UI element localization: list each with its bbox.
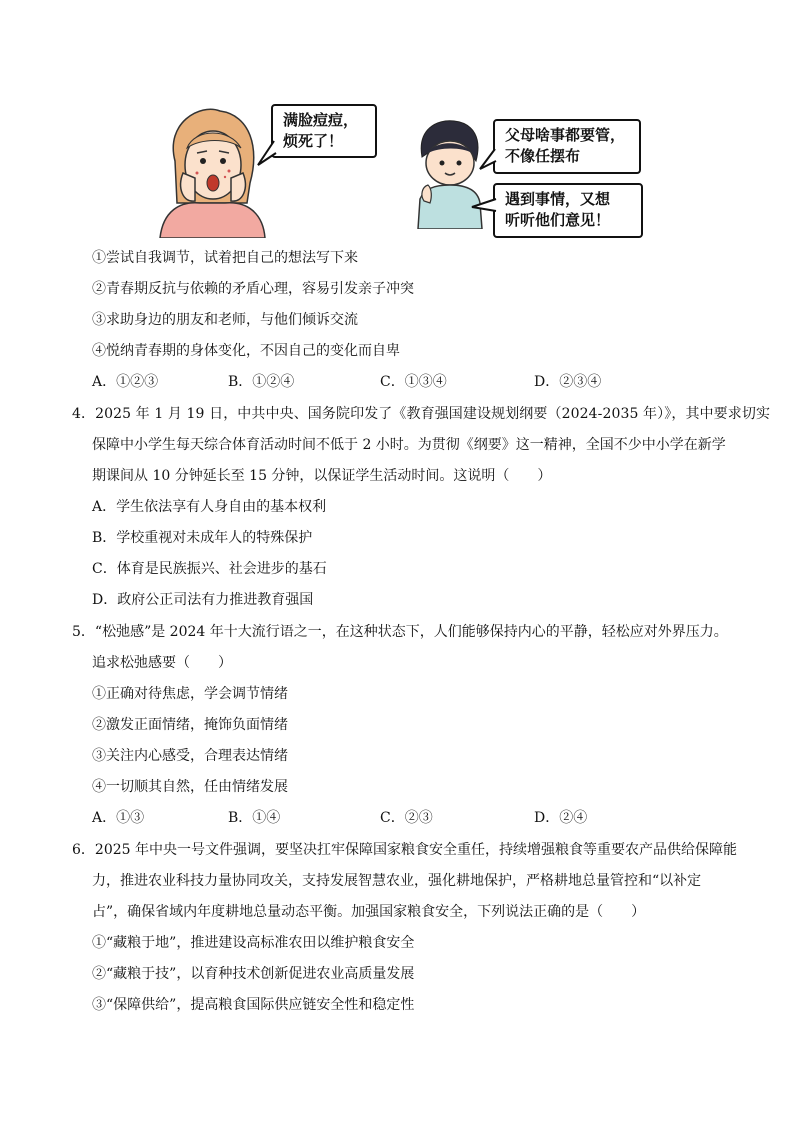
q4-option-c[interactable]: C．体育是民族振兴、社会进步的基石 (92, 561, 327, 577)
girl-bubble-line-2: 烦死了！ (283, 132, 344, 150)
q3-option-a[interactable]: A．①②③ (92, 374, 159, 390)
q5-item-3: ③关注内心感受，合理表达情绪 (92, 748, 288, 764)
q4-line-3: 期课间从 10 分钟延长至 15 分钟，以保证学生活动时间。这说明（ ） (92, 468, 552, 484)
q5-option-b[interactable]: B．①④ (228, 810, 281, 826)
q5-option-c[interactable]: C．②③ (380, 810, 433, 826)
q3-item-4: ④悦纳青春期的身体变化，不因自己的变化而自卑 (92, 343, 400, 359)
boy-bubble-2-line-1: 遇到事情，又想 (505, 190, 611, 208)
q5-line-2: 追求松弛感要（ ） (92, 655, 232, 671)
q5-option-a[interactable]: A．①③ (92, 810, 145, 826)
q4-option-d[interactable]: D．政府公正司法有力推进教育强国 (92, 592, 314, 608)
q4-option-b[interactable]: B．学校重视对未成年人的特殊保护 (92, 530, 313, 546)
q5-option-d[interactable]: D．②④ (534, 810, 588, 826)
boy-bubble-1-line-1: 父母啥事都要管， (505, 126, 626, 144)
boy-speech-bubble-2 (493, 183, 643, 238)
boy-speech-bubble-1 (493, 119, 641, 174)
q3-item-1: ①尝试自我调节，试着把自己的想法写下来 (92, 250, 358, 266)
girl-bubble-tail (256, 139, 278, 167)
q4-option-a[interactable]: A．学生依法享有人身自由的基本权利 (92, 499, 327, 515)
q5-line-1: 5．“松弛感”是 2024 年十大流行语之一，在这种状态下，人们能够保持内心的平静，轻松应对外界压力。 (72, 624, 728, 640)
q3-option-c[interactable]: C．①③④ (380, 374, 447, 390)
q6-line-1: 6．2025 年中央一号文件强调，要坚决扛牢保障国家粮食安全重任，持续增强粮食等重要农产品供给保障能 (72, 842, 737, 858)
q6-item-2: ②“藏粮于技”，以育种技术创新促进农业高质量发展 (92, 966, 415, 982)
girl-illustration (155, 103, 270, 238)
q6-item-1: ①“藏粮于地”，推进建设高标准农田以维护粮食安全 (92, 935, 415, 951)
q5-item-1: ①正确对待焦虑，学会调节情绪 (92, 686, 288, 702)
q4-line-2: 保障中小学生每天综合体育活动时间不低于 2 小时。为贯彻《纲要》这一精神，全国不少中小学在新学 (92, 437, 726, 453)
q5-item-4: ④一切顺其自然，任由情绪发展 (92, 779, 288, 795)
q6-item-3: ③“保障供给”，提高粮食国际供应链安全性和稳定性 (92, 997, 415, 1013)
girl-speech-bubble (271, 104, 377, 158)
q3-option-b[interactable]: B．①②④ (228, 374, 295, 390)
boy-bubble-1-tail (478, 147, 498, 173)
q3-item-2: ②青春期反抗与依赖的矛盾心理，容易引发亲子冲突 (92, 281, 414, 297)
q6-line-3: 占”，确保省域内年度耕地总量动态平衡。加强国家粮食安全，下列说法正确的是（ ） (92, 904, 646, 920)
q5-item-2: ②激发正面情绪，掩饰负面情绪 (92, 717, 288, 733)
girl-bubble-line-1: 满脸痘痘， (283, 111, 359, 129)
illustration (150, 95, 650, 240)
q4-line-1: 4．2025 年 1 月 19 日，中共中央、国务院印发了《教育强国建设规划纲要（2024-2035 年）》，其中要求切实 (72, 406, 771, 422)
q3-item-3: ③求助身边的朋友和老师，与他们倾诉交流 (92, 312, 358, 328)
q3-option-d[interactable]: D．②③④ (534, 374, 602, 390)
boy-bubble-2-line-2: 听听他们意见！ (505, 211, 611, 229)
q6-line-2: 力，推进农业科技力量协同攻关，支持发展智慧农业，强化耕地保护，严格耕地总量管控和“以补定 (92, 873, 702, 889)
boy-bubble-2-tail (470, 195, 498, 217)
boy-bubble-1-line-2: 不像任摆布 (505, 147, 581, 165)
